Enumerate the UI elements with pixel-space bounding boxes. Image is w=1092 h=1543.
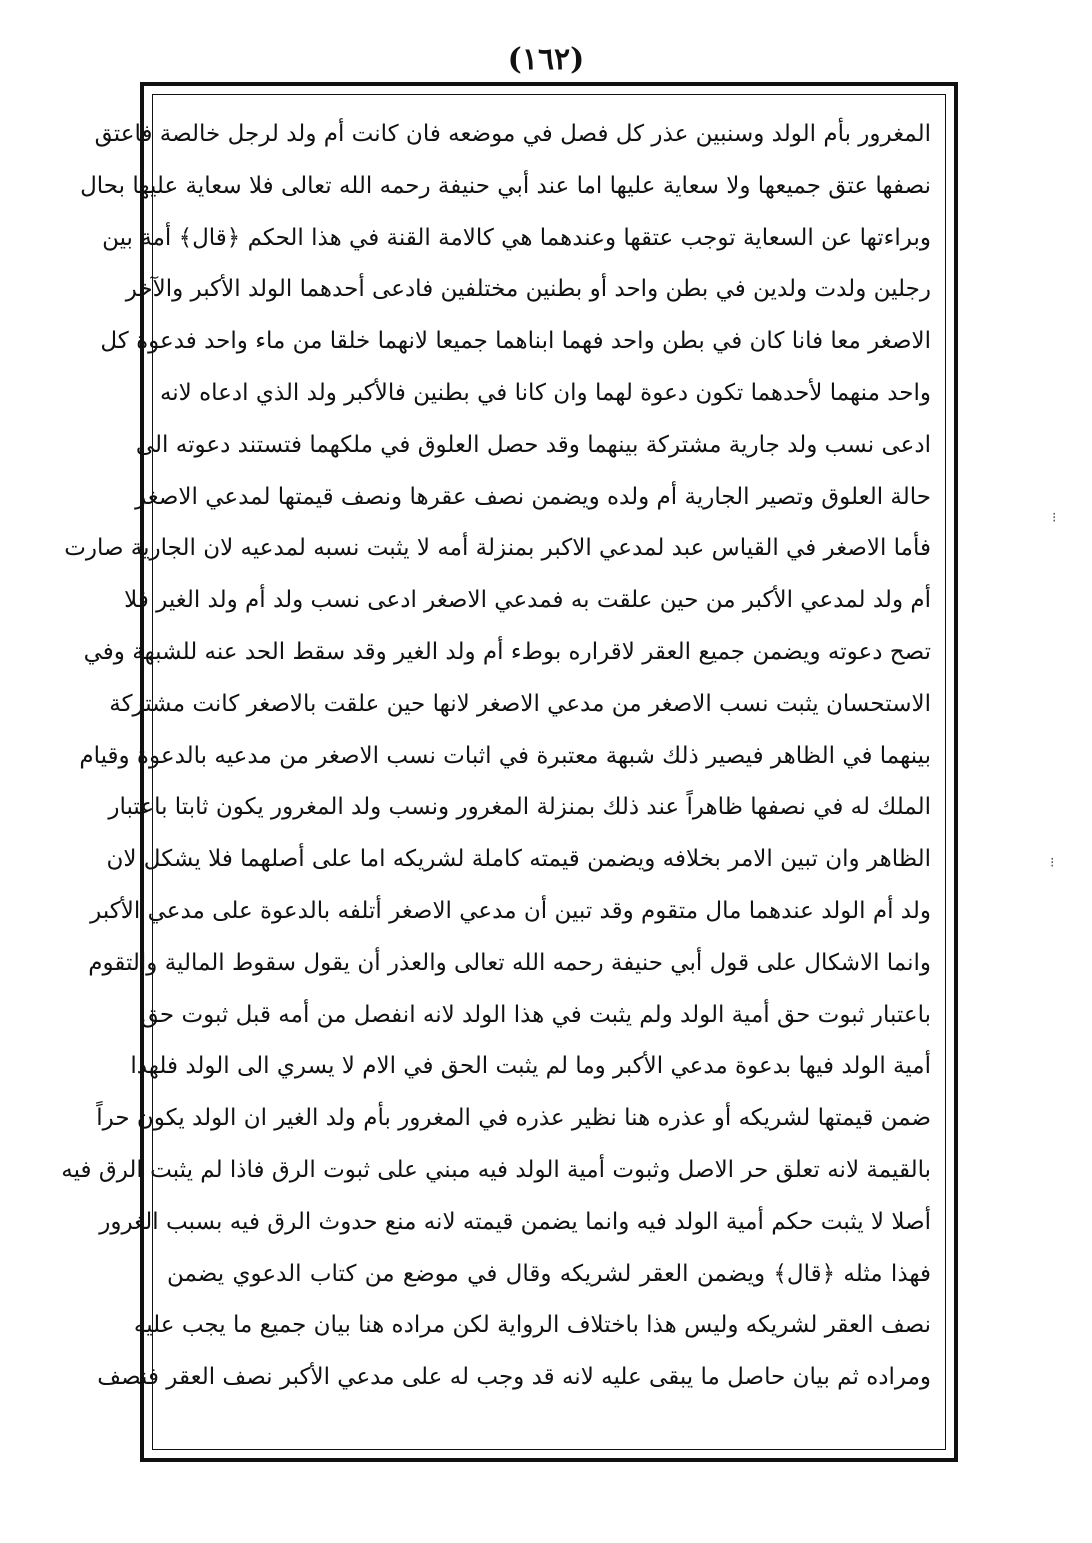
text-line: واحد منهما لأحدهما تكون دعوة لهما وان كانا في بطنين فالأكبر ولد الذي ادعاه لانه xyxy=(159,379,931,406)
text-line: وبراءتها عن السعاية توجب عتقها وعندهما هي كالامة القنة في هذا الحكم ﴿قال﴾ أمة بين xyxy=(102,224,931,251)
text-line: بالقيمة لانه تعلق حر الاصل وثبوت أمية الولد فيه مبني على ثبوت الرق فاذا لم يثبت الرق فيه xyxy=(61,1156,931,1183)
text-line: الملك له في نصفها ظاهراً عند ذلك بمنزلة المغرور ونسب ولد المغرور يكون ثابتا باعتبار xyxy=(108,794,931,821)
text-line: ولد أم الولد عندهما مال متقوم وقد تبين أن مدعي الاصغر أتلفه بالدعوة على مدعي الأكبر xyxy=(90,897,931,924)
text-line: ضمن قيمتها لشريكه أو عذره هنا نظير عذره في المغرور بأم ولد الغير ان الولد يكون حراً xyxy=(96,1105,931,1132)
margin-mark: ⁝ xyxy=(1050,855,1055,871)
text-line: حالة العلوق وتصير الجارية أم ولده ويضمن نصف عقرها ونصف قيمتها لمدعي الاصغر xyxy=(135,483,931,510)
text-line: بينهما في الظاهر فيصير ذلك شبهة معتبرة في اثبات نسب الاصغر من مدعيه بالدعوة وقيام xyxy=(79,742,931,769)
text-line: نصف العقر لشريكه وليس هذا باختلاف الرواية لكن مراده هنا بيان جميع ما يجب عليه xyxy=(133,1312,931,1339)
page-frame xyxy=(61,82,958,1462)
text-line: أمية الولد فيها بدعوة مدعي الأكبر وما لم يثبت الحق في الام لا يسري الى الولد فلهذا xyxy=(130,1053,931,1080)
text-line: الظاهر وان تبين الامر بخلافه ويضمن قيمته كاملة لشريكه اما على أصلهما فلا يشكل لان xyxy=(106,846,931,873)
text-line: ادعى نسب ولد جارية مشتركة بينهما وقد حصل العلوق في ملكهما فتستند دعوته الى xyxy=(135,431,931,458)
text-line: وانما الاشكال على قول أبي حنيفة رحمه الله تعالى والعذر أن يقول سقوط المالية والتقوم xyxy=(88,949,931,976)
text-line: تصح دعوته ويضمن جميع العقر لاقراره بوطء أم ولد الغير وقد سقط الحد عنه للشبهة وفي xyxy=(83,638,931,665)
page-number: (١٦٢) xyxy=(507,42,585,77)
text-line: الاصغر معا فانا كان في بطن واحد فهما ابناهما جميعا لانهما خلقا من ماء واحد فدعوة كل xyxy=(100,328,931,355)
text-line: أصلا لا يثبت حكم أمية الولد فيه وانما يضمن قيمته لانه منع حدوث الرق فيه بسبب الغرور xyxy=(99,1208,931,1235)
inner-frame xyxy=(61,94,946,1450)
text-body xyxy=(61,109,931,1435)
text-line: باعتبار ثبوت حق أمية الولد ولم يثبت في هذا الولد لانه انفصل من أمه قبل ثبوت حق xyxy=(140,1001,931,1028)
margin-mark: ⁝ xyxy=(1052,510,1057,526)
text-line: أم ولد لمدعي الأكبر من حين علقت به فمدعي الاصغر ادعى نسب ولد أم ولد الغير فلا xyxy=(124,587,931,614)
text-line: ومراده ثم بيان حاصل ما يبقى عليه لانه قد وجب له على مدعي الأكبر نصف العقر فنصف xyxy=(97,1364,931,1391)
text-line: الاستحسان يثبت نسب الاصغر من مدعي الاصغر لانها حين علقت بالاصغر كانت مشتركة xyxy=(109,690,931,717)
text-line: نصفها عتق جميعها ولا سعاية عليها اما عند أبي حنيفة رحمه الله تعالى فلا سعاية عليها بحال xyxy=(80,172,931,199)
text-line: فأما الاصغر في القياس عبد لمدعي الاكبر بمنزلة أمه لا يثبت نسبه لمدعيه لان الجارية صارت xyxy=(64,535,931,562)
text-line: فهذا مثله ﴿قال﴾ ويضمن العقر لشريكه وقال في موضع من كتاب الدعوي يضمن xyxy=(167,1260,931,1287)
text-line: المغرور بأم الولد وسنبين عذر كل فصل في موضعه فان كانت أم ولد لرجل خالصة فاعتق xyxy=(94,121,931,147)
text-line: رجلين ولدت ولدين في بطن واحد أو بطنين مختلفين فادعى أحدهما الولد الأكبر والآخر xyxy=(125,276,931,303)
